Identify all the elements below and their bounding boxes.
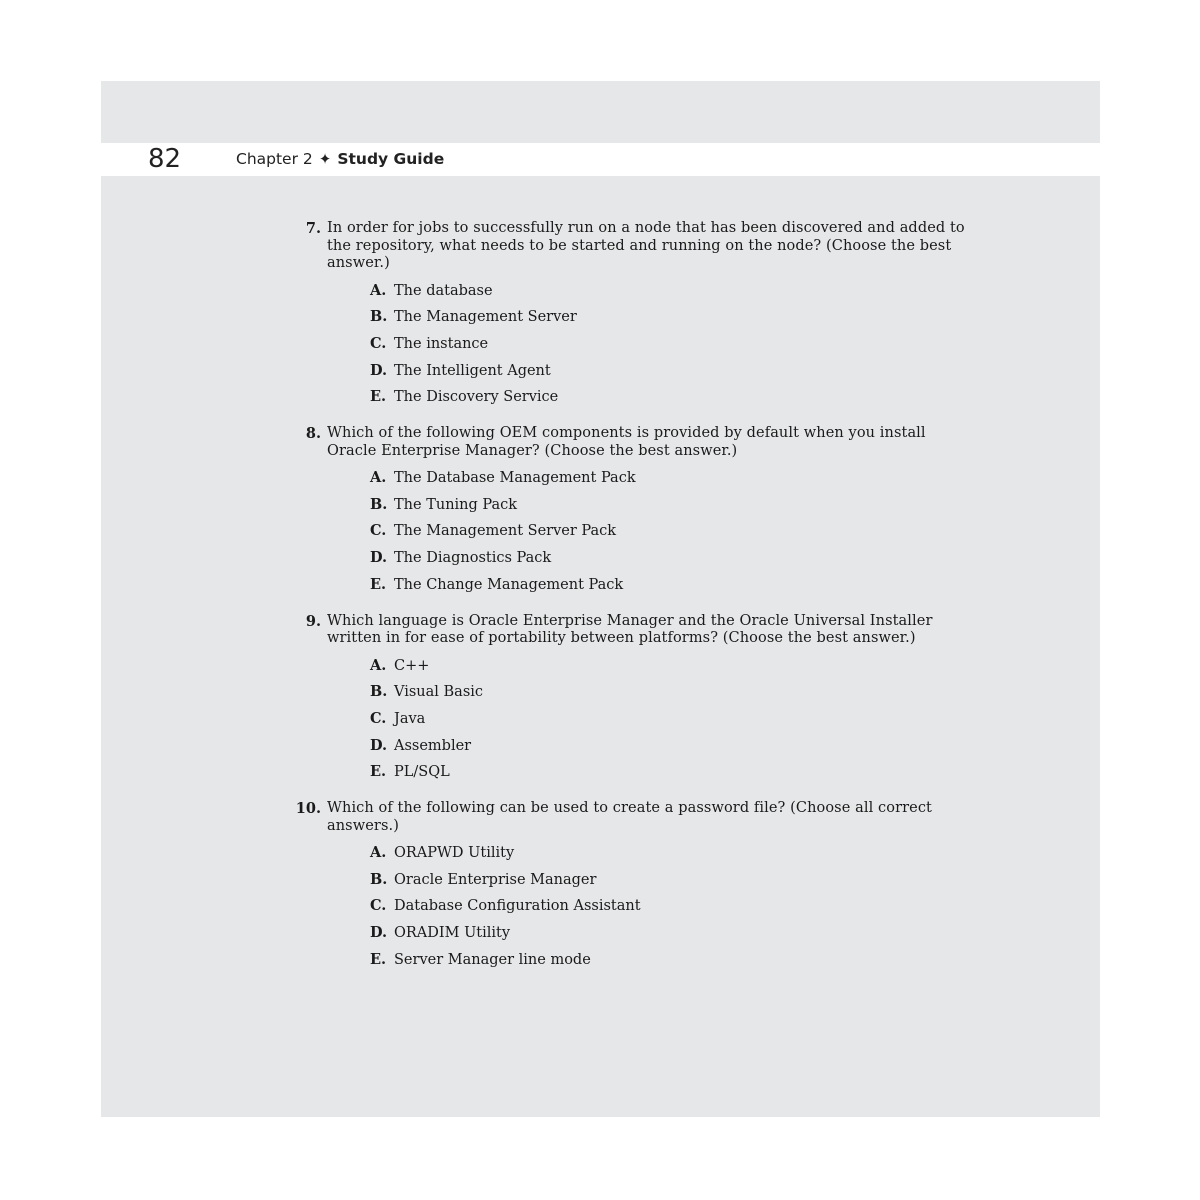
answer-option <box>370 278 971 305</box>
running-head <box>236 149 444 169</box>
option-text: The Management Server Pack <box>394 523 617 540</box>
option-text: The Discovery Service <box>394 389 559 406</box>
answer-option <box>370 653 971 680</box>
option-text: The database <box>394 282 493 299</box>
option-letter: C. <box>370 334 387 352</box>
option-letter: D. <box>370 549 388 567</box>
option-text: The Management Server <box>394 309 577 326</box>
question-number: 7. <box>305 220 321 237</box>
option-text: PL/SQL <box>394 764 450 781</box>
option-letter: D. <box>370 736 388 754</box>
option-letter: C. <box>370 709 387 727</box>
option-letter: A. <box>370 469 387 487</box>
option-letter: C. <box>370 897 387 915</box>
option-letter: A. <box>370 656 387 674</box>
question-9 <box>291 613 971 787</box>
option-letter: B. <box>370 495 388 513</box>
option-text: Database Configuration Assistant <box>394 898 641 915</box>
option-text: The Diagnostics Pack <box>394 550 552 567</box>
question-text: Which of the following can be used to create a password file? (Choose all correct answers.) <box>327 800 932 834</box>
question-number: 10. <box>295 800 321 818</box>
question-number: 8. <box>305 425 321 443</box>
answer-option <box>370 893 971 920</box>
answer-option <box>370 947 971 974</box>
option-text: ORAPWD Utility <box>394 845 515 862</box>
answer-option <box>370 867 971 894</box>
answer-option <box>370 492 971 519</box>
question-7 <box>291 220 971 411</box>
answer-options <box>327 653 971 787</box>
option-text: The Change Management Pack <box>394 576 624 593</box>
option-letter: D. <box>370 924 388 942</box>
option-letter: B. <box>370 683 388 701</box>
answer-option <box>370 679 971 706</box>
option-letter: D. <box>370 361 388 379</box>
answer-option <box>370 304 971 331</box>
page-header <box>101 143 1100 176</box>
question-text: Which of the following OEM components is provided by default when you install Oracle Enterprise Manager? (Choose the best answer.) <box>327 425 926 459</box>
option-letter: E. <box>370 388 387 406</box>
option-letter: A. <box>370 281 387 299</box>
question-8 <box>291 425 971 599</box>
answer-option <box>370 518 971 545</box>
answer-option <box>370 545 971 572</box>
option-text: The Tuning Pack <box>394 496 518 513</box>
answer-option <box>370 840 971 867</box>
option-text: Visual Basic <box>394 684 484 701</box>
option-letter: E. <box>370 575 387 593</box>
option-text: C++ <box>394 657 430 674</box>
answer-options <box>327 278 971 412</box>
option-text: Server Manager line mode <box>394 951 591 968</box>
option-text: Java <box>394 710 426 727</box>
question-number: 9. <box>305 612 321 630</box>
option-letter: B. <box>370 308 388 326</box>
answer-option <box>370 358 971 385</box>
option-letter: A. <box>370 844 387 862</box>
document-page <box>101 81 1100 1117</box>
question-10 <box>291 800 971 974</box>
option-letter: B. <box>370 870 388 888</box>
answer-option <box>370 572 971 599</box>
answer-option <box>370 706 971 733</box>
answer-option <box>370 331 971 358</box>
option-text: Assembler <box>394 737 472 754</box>
answer-option <box>370 384 971 411</box>
answer-option <box>370 733 971 760</box>
option-text: The Intelligent Agent <box>394 362 551 379</box>
option-letter: C. <box>370 522 387 540</box>
answer-option <box>370 465 971 492</box>
answer-options <box>327 465 971 599</box>
question-list <box>291 220 971 988</box>
option-letter: E. <box>370 950 387 968</box>
page-number: 82 <box>148 144 182 174</box>
question-text: In order for jobs to successfully run on a node that has been discovered and added to the repository, what needs to be started and running on the node? (Choose the best answer.) <box>327 220 965 271</box>
option-text: ORADIM Utility <box>394 925 511 942</box>
answer-options <box>327 840 971 974</box>
separator-icon: ✦ <box>318 150 332 168</box>
section-title: Study Guide <box>337 150 445 168</box>
answer-option <box>370 920 971 947</box>
answer-option <box>370 759 971 786</box>
chapter-label: Chapter 2 <box>236 150 313 168</box>
option-text: The Database Management Pack <box>394 470 636 487</box>
option-text: The instance <box>394 335 489 352</box>
question-text: Which language is Oracle Enterprise Manager and the Oracle Universal Installer written in for ease of portability between platforms? (Choose the best answer.) <box>327 612 933 647</box>
option-text: Oracle Enterprise Manager <box>394 871 597 888</box>
option-letter: E. <box>370 763 387 781</box>
